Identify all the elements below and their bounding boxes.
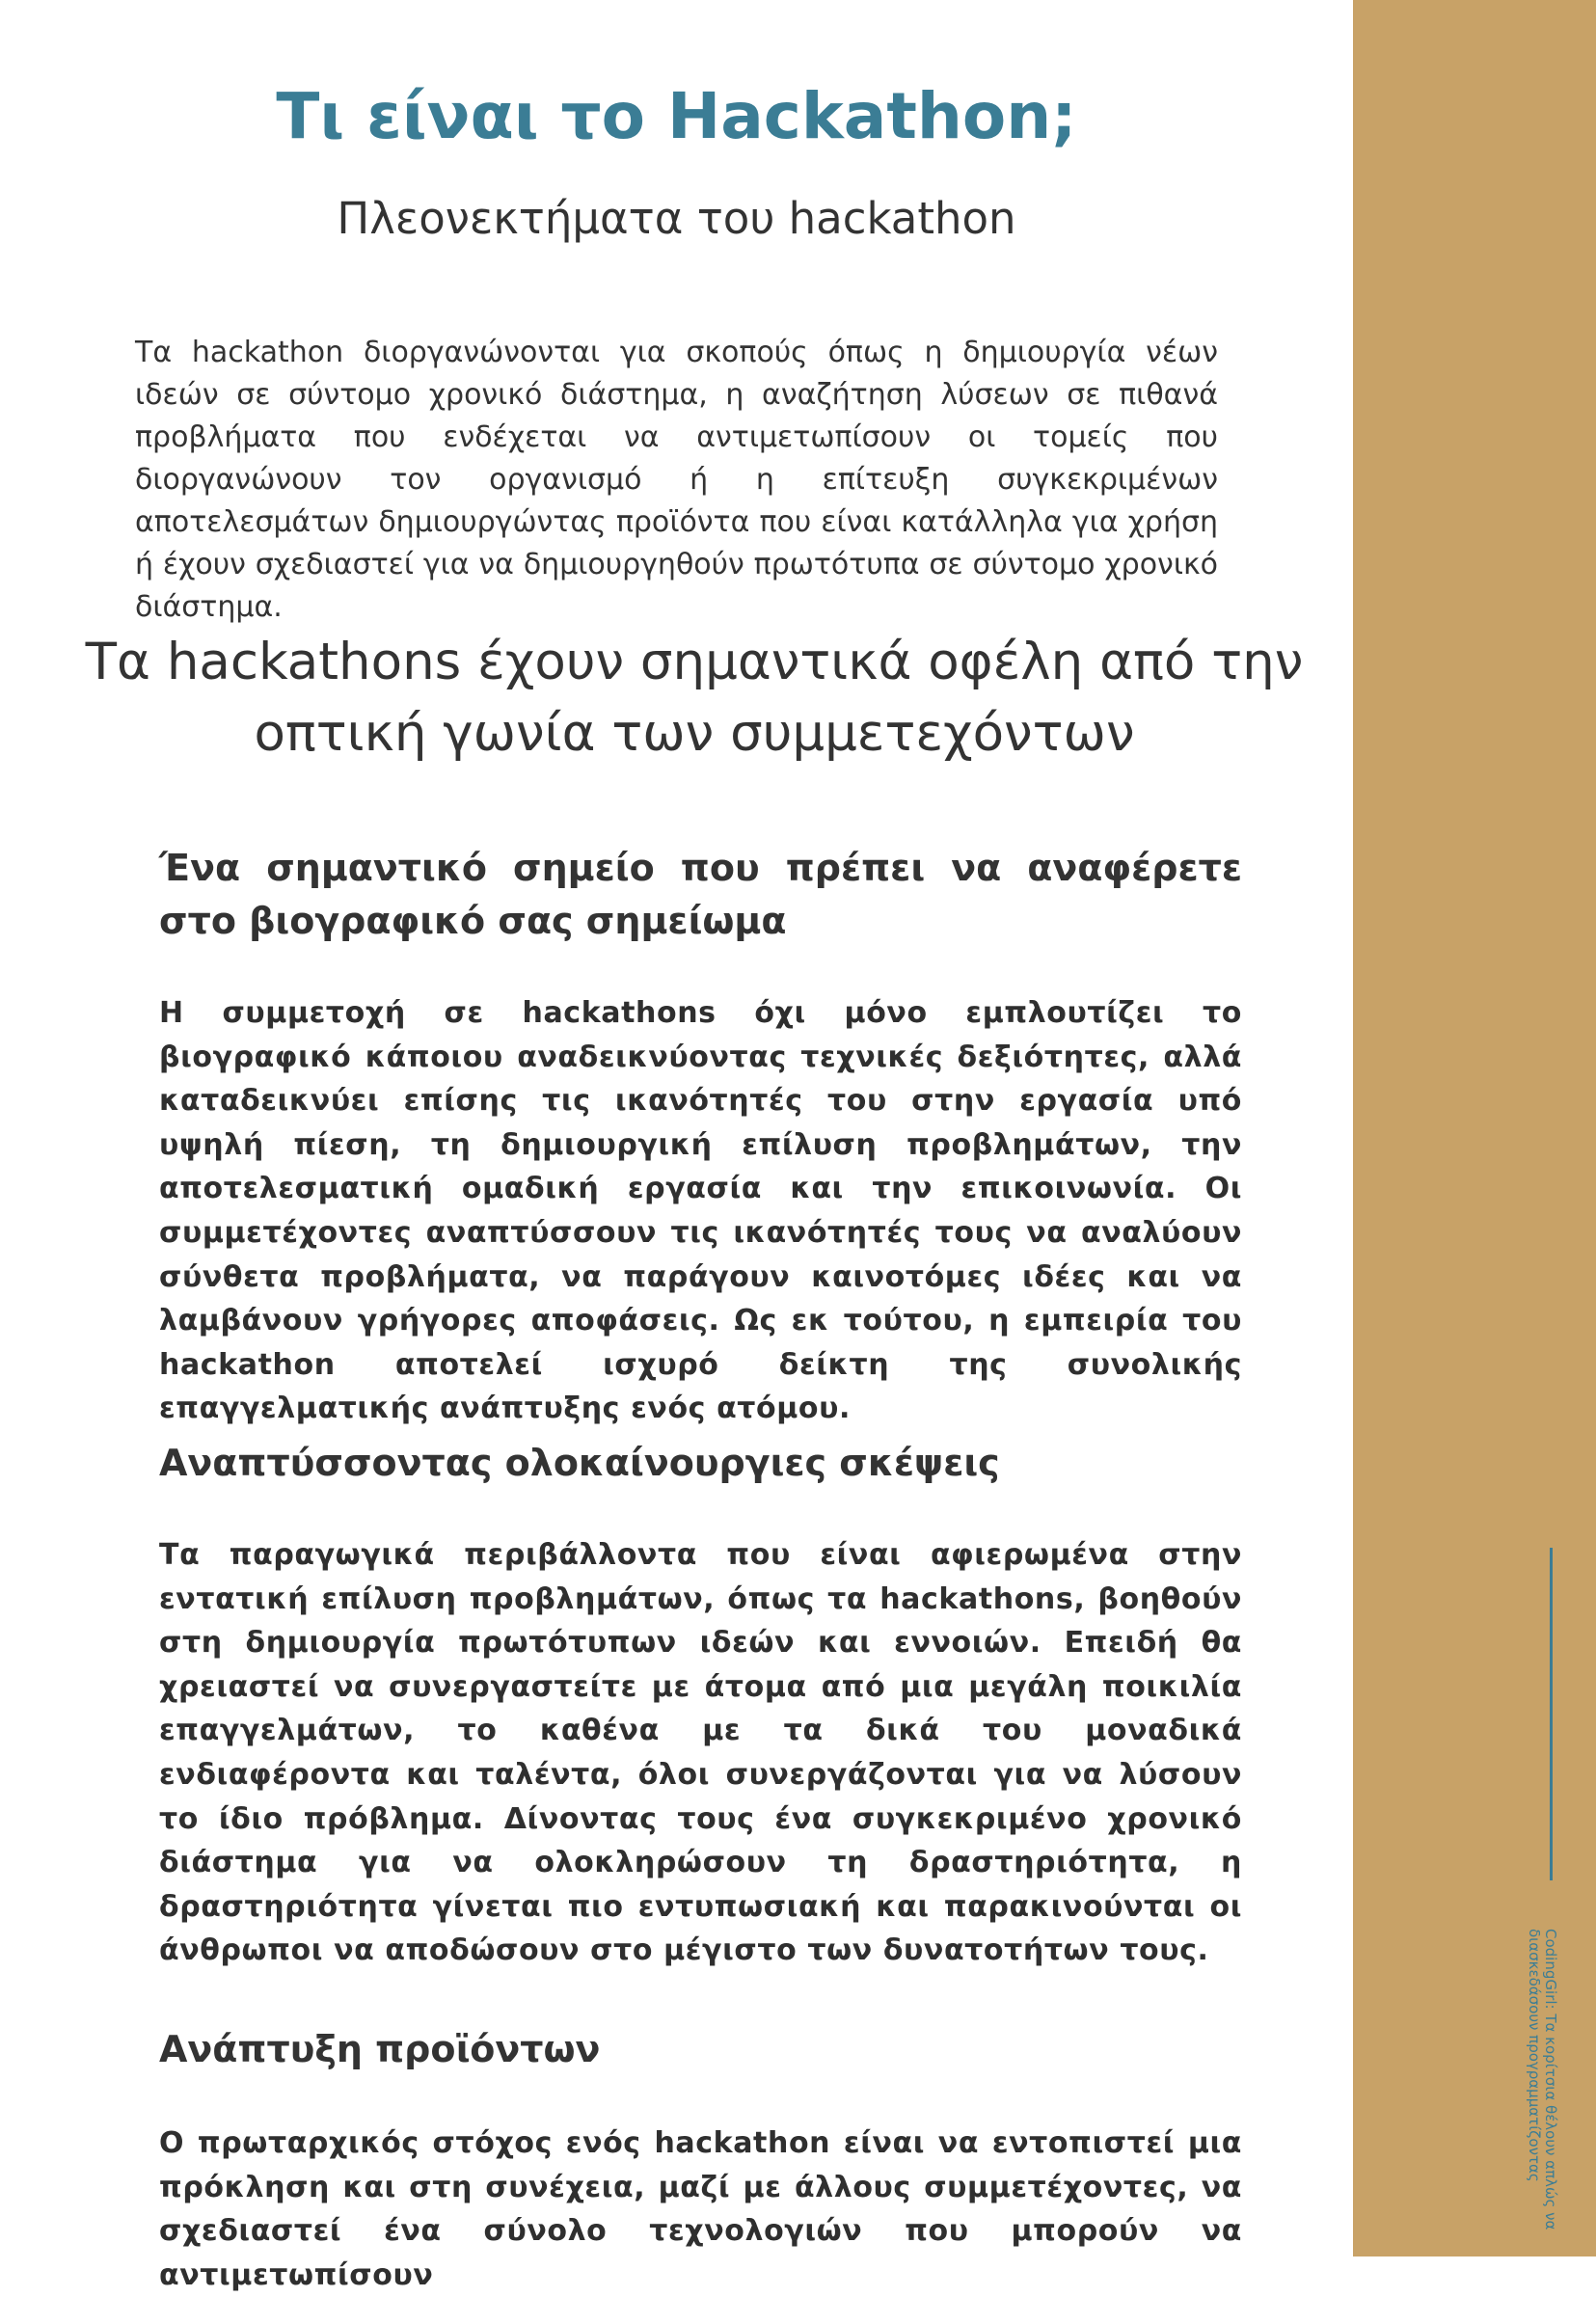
section-body-product-development: Ο πρωταρχικός στόχος ενός hackathon είναι να εντοπιστεί μια πρόκληση και στη συνέχεια, μαζί με άλλους συμμετέχοντες, να σχεδιαστεί ένα σύνολο τεχνολογιών που μπορούν να αντιμετωπίσουν xyxy=(159,2126,1242,2292)
section-heading-cv: Ένα σημαντικό σημείο που πρέπει να αναφέρετε στο βιογραφικό σας σημείωμα xyxy=(159,847,1242,942)
decorative-sidebar xyxy=(1353,0,1596,2256)
sidebar-divider-line xyxy=(1550,1548,1553,1880)
intro-paragraph: Τα hackathon διοργανώνονται για σκοπούς όπως η δημιουργία νέων ιδεών σε σύντομο χρονικό διάστημα, η αναζήτηση λύσεων σε πιθανά προβλήματα που ενδέχεται να αντιμετωπίσουν οι τομείς που διοργανώνουν τον οργανισμό ή η επίτευξη συγκεκριμένων αποτελεσμάτων δημιουργώντας προϊόντα που είναι κατάλληλα για χρήση ή έχουν σχεδιαστεί για να δημιουργηθούν πρωτότυπα σε σύντομο χρονικό διάστημα. xyxy=(135,336,1218,624)
section-heading-new-ideas: Αναπτύσσοντας ολοκαίνουργιες σκέψεις xyxy=(159,1442,1000,1484)
section-heading-product-development: Ανάπτυξη προϊόντων xyxy=(159,2028,601,2070)
section-body-cv: Η συμμετοχή σε hackathons όχι μόνο εμπλουτίζει το βιογραφικό κάποιου αναδεικνύοντας τεχνικές δεξιότητες, αλλά καταδεικνύει επίσης τις ικανότητές του στην εργασία υπό υψηλή πίεση, τη δημιουργική επίλυση προβλημάτων, την αποτελεσματική ομαδική εργασία και την επικοινωνία. Οι συμμετέχοντες αναπτύσσουν τις ικανότητές τους να αναλύουν σύνθετα προβλήματα, να παράγουν καινοτόμες ιδέες και να λαμβάνουν γρήγορες αποφάσεις. Ως εκ τούτου, η εμπειρία του hackathon αποτελεί ισχυρό δείκτη της συνολικής επαγγελματικής ανάπτυξης ενός ατόμου. xyxy=(159,996,1242,1426)
section-body-new-ideas: Τα παραγωγικά περιβάλλοντα που είναι αφιερωμένα στην εντατική επίλυση προβλημάτων, όπως τα hackathons, βοηθούν στη δημιουργία πρωτότυπων ιδεών και εννοιών. Επειδή θα χρειαστεί να συνεργαστείτε με άτομα από μια μεγάλη ποικιλία επαγγελμάτων, το καθένα με τα δικά του μοναδικά ενδιαφέροντα και ταλέντα, όλοι συνεργάζονται για να λύσουν το ίδιο πρόβλημα. Δίνοντας τους ένα συγκεκριμένο χρονικό διάστημα για να ολοκληρώσουν τη δραστηριότητα, η δραστηριότητα γίνεται πιο εντυπωσιακή και παρακινούνται οι άνθρωποι να αποδώσουν στο μέγιστο των δυνατοτήτων τους. xyxy=(159,1538,1242,1968)
page-title: Τι είναι το Hackathon; xyxy=(276,79,1077,153)
main-section-heading: Τα hackathons έχουν σημαντικά οφέλη από την οπτική γωνία των συμμετεχόντων xyxy=(85,633,1304,763)
page-subtitle: Πλεονεκτήματα του hackathon xyxy=(337,193,1016,244)
sidebar-footer-text: CodingGirl: Τα κορίτσια θέλουν απλώς να διασκεδάσουν προγραμματίζοντας xyxy=(1526,1929,1559,2230)
